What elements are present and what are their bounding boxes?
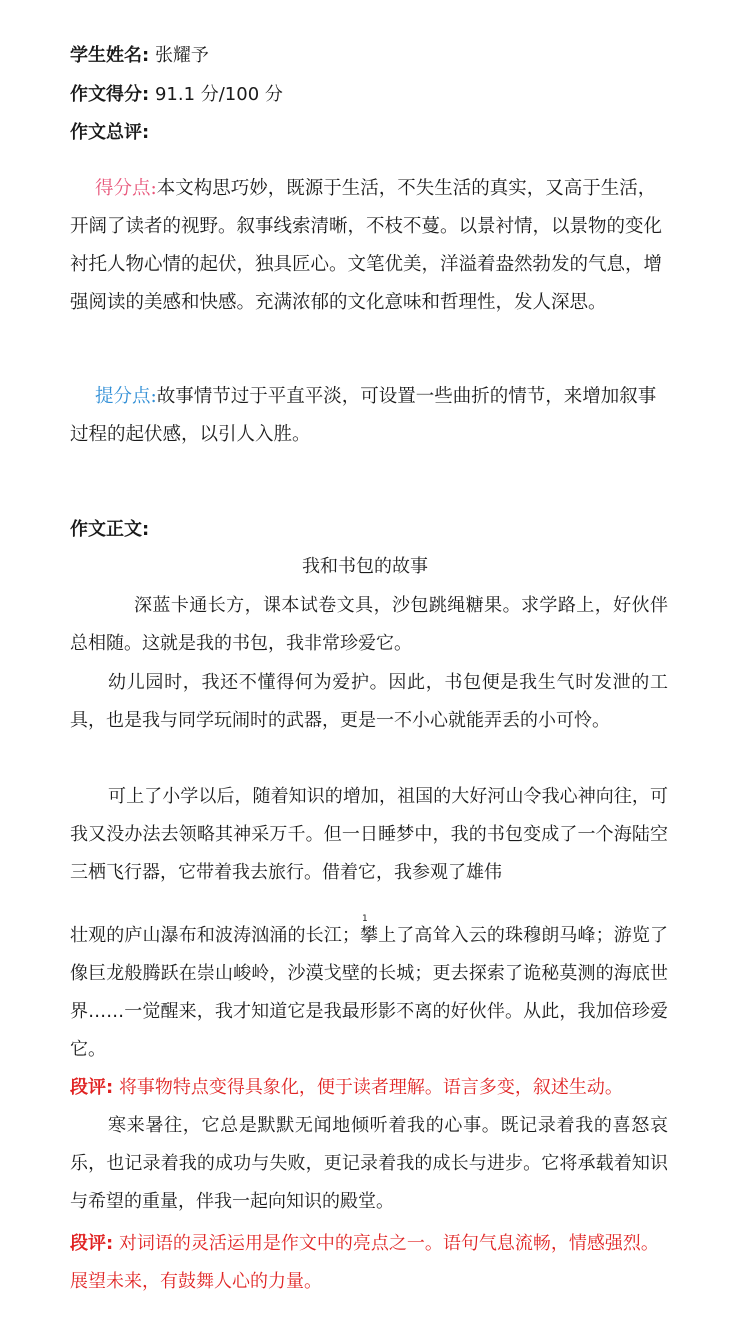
paragraph-review-1-label: 段评: (70, 1077, 114, 1098)
strengths-text: 本文构思巧妙，既源于生活，不失生活的真实，又高于生活，开阔了读者的视野。叙事线索清晰，不枝不蔓。以景衬情，以景物的变化衬托人物心情的起伏，独具匠心。文笔优美，洋溢着盎然勃发的气息，增强阅读的美感和快感。充满浓郁的文化意味和哲理性，发人深思。 (70, 178, 663, 313)
student-name-line (70, 44, 209, 68)
footnote-mark: 1 (362, 914, 368, 924)
overall-comment-label: 作文总评: (70, 122, 150, 143)
paragraph-review-2-label: 段评: (70, 1233, 114, 1254)
essay-title: 我和书包的故事 (302, 556, 428, 577)
essay-paragraph-3-part-1: 可上了小学以后，随着知识的增加，祖国的大好河山令我心神向往，可我又没办法去领略其神采万千。但一日睡梦中，我的书包变成了一个海陆空三栖飞行器，它带着我去旅行。借着它，我参观了雄伟 (70, 786, 668, 883)
essay-paragraph-3-part-2: 壮观的庐山瀑布和波涛汹涌的长江；攀上了高耸入云的珠穆朗马峰；游览了像巨龙般腾跃在崇山峻岭，沙漠戈壁的长城；更去探索了诡秘莫测的海底世界……一觉醒来，我才知道它是我最形影不离的好伙伴。从此，我加倍珍爱它。 (70, 925, 668, 1060)
student-name-value: 张耀予 (154, 45, 209, 66)
improvement-tag: 提分点: (95, 386, 157, 407)
paragraph-review-2-text: 对词语的灵活运用是作文中的亮点之一。语句气息流畅，情感强烈。展望未来，有鼓舞人心的力量。 (70, 1233, 659, 1292)
paragraph-review-1-text: 将事物特点变得具象化，便于读者理解。语言多变，叙述生动。 (118, 1077, 623, 1098)
improvement-text: 故事情节过于平直平淡，可设置一些曲折的情节，来增加叙事过程的起伏感，以引人入胜。 (70, 386, 657, 445)
strengths-comment (70, 170, 666, 322)
strengths-tag: 得分点: (95, 178, 157, 199)
essay-score-line (70, 83, 283, 107)
essay-score-label: 作文得分: (70, 84, 150, 105)
paragraph-review-1 (70, 1069, 668, 1107)
essay-paragraph-2: 幼儿园时，我还不懂得何为爱护。因此，书包便是我生气时发泄的工具，也是我与同学玩闹时的武器，更是一不小心就能弄丢的小可怜。 (70, 672, 668, 731)
essay-paragraph-1: 深蓝卡通长方，课本试卷文具，沙包跳绳糖果。求学路上，好伙伴总相随。这就是我的书包，我非常珍爱它。 (70, 595, 668, 654)
overall-comment-line (70, 121, 149, 145)
paragraph-review-2 (70, 1225, 668, 1301)
essay-body-heading: 作文正文: (70, 519, 150, 540)
essay-paragraph-4: 寒来暑往，它总是默默无闻地倾听着我的心事。既记录着我的喜怒哀乐，也记录着我的成功与失败，更记录着我的成长与进步。它将承载着知识与希望的重量，伴我一起向知识的殿堂。 (70, 1115, 668, 1212)
improvement-comment (70, 378, 666, 454)
essay-score-value: 91.1 分/100 分 (154, 84, 283, 105)
student-name-label: 学生姓名: (70, 45, 150, 66)
